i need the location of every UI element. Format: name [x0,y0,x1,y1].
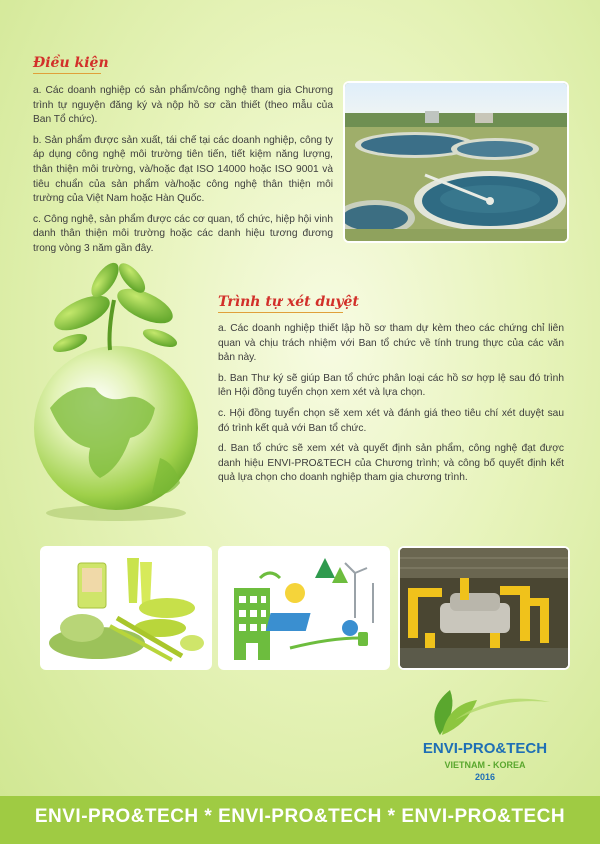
green-energy-photo [220,548,388,668]
logo-name: ENVI-PRO&TECH [422,740,548,757]
review-item-a: a. Các doanh nghiệp thiết lập hồ sơ tham dự kèm theo các chứng chỉ liên quan và chịu trách nhiệm với Ban tổ chức về tính trung thực của các văn bản này. [218,323,564,364]
green-globe-image [10,258,210,528]
brand-logo [410,680,560,790]
review-process-list [218,322,564,492]
conditions-list [33,84,333,263]
leaf-logo-icon [410,680,560,740]
eco-tableware-photo [42,548,210,668]
condition-item-b: b. Sản phẩm được sản xuất, tái chế tại các doanh nghiệp, công ty áp dụng công nghệ môi trường tiên tiến, tiết kiệm năng lượng, thân thiện môi trường, và/hoặc đạt ISO 14000 hoặc ISO 9001 và tiêu chuẩn của sản phẩm và/hoặc công nghệ thân thiện môi trường của Việt Nam hoặc Hàn Quốc. [33,134,333,205]
review-item-d: d. Ban tổ chức sẽ xem xét và quyết định sản phẩm, công nghệ đạt được danh hiệu ENVI-PRO&TECH của Chương trình; và công bố quyết định kết quả lựa chọn cho doanh nghiệp tham gia chương trình. [218,443,564,484]
review-item-b: b. Ban Thư ký sẽ giúp Ban tổ chức phân loại các hồ sơ hợp lệ sau đó trình lên Hội đồng tuyển chọn xem xét và lựa chọn. [218,372,564,399]
section-title-review-process: Trình tự xét duyệt [218,294,359,310]
footer-text: ENVI-PRO&TECH * ENVI-PRO&TECH * ENVI-PRO&TECH [34,806,566,827]
green-energy-image [220,548,388,668]
review-item-c: c. Hội đồng tuyển chọn sẽ xem xét và đánh giá theo tiêu chí xét duyệt sau đó trình kết quả với Ban tổ chức. [218,407,564,434]
condition-item-a: a. Các doanh nghiệp có sản phẩm/công nghệ tham gia Chương trình tự nguyện đăng ký và nộp hồ sơ cần thiết (theo mẫu của Ban Tổ chức). [33,85,333,126]
water-treatment-image [345,83,567,241]
car-assembly-photo [400,548,568,668]
section-title-conditions: Điều kiện [33,55,109,71]
heading-underline [33,73,101,74]
logo-year: 2016 [474,772,496,782]
condition-item-c: c. Công nghệ, sản phẩm được các cơ quan, tổ chức, hiệp hội vinh danh thân thiện môi trường hoặc các danh hiệu tương đương trong vòng 3 năm gần đây. [33,213,333,254]
car-assembly-image [400,548,568,668]
heading-underline [218,312,343,313]
globe-illustration [10,258,210,528]
eco-tableware-image [42,548,210,668]
water-treatment-photo [345,83,567,241]
logo-subtitle: VIETNAM - KOREA [444,760,526,770]
